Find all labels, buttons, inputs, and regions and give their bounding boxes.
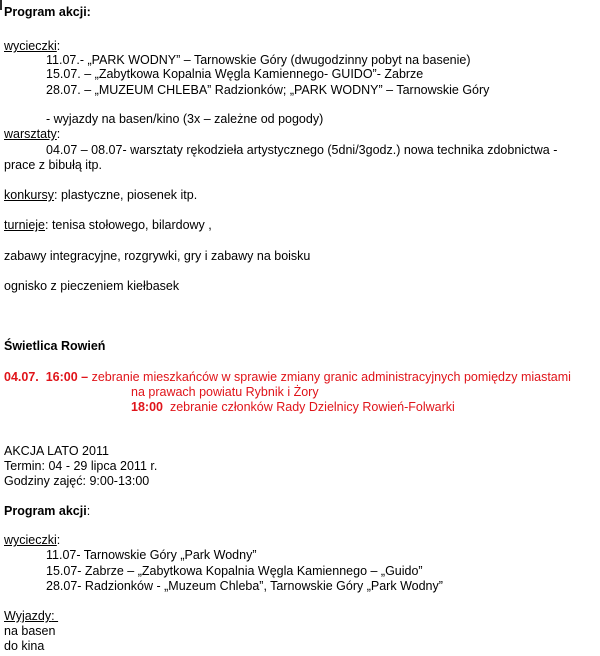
akcja-godziny: Godziny zajęć: 9:00-13:00 bbox=[4, 474, 150, 488]
zabawy-line: zabawy integracyjne, rozgrywki, gry i zabawy na boisku bbox=[4, 249, 311, 263]
section-2-title-line bbox=[4, 504, 90, 519]
event-date: 04.07. bbox=[4, 370, 39, 384]
event-line-2 bbox=[131, 400, 455, 415]
swietlica-title: Świetlica Rowień bbox=[4, 339, 106, 353]
wycieczki-heading-2: wycieczki: bbox=[4, 533, 61, 547]
trip-item: 15.07. – „Zabytkowa Kopalnia Węgla Kamiennego- GUIDO”- Zabrze bbox=[46, 67, 424, 81]
wycieczki-label: wycieczki bbox=[4, 39, 57, 53]
turnieje-text: : tenisa stołowego, bilardowy , bbox=[45, 218, 212, 232]
trip-item: 28.07. – „MUZEUM CHLEBA” Radzionków; „PARK WODNY” – Tarnowskie Góry bbox=[46, 83, 490, 97]
konkursy-text: : plastyczne, piosenek itp. bbox=[54, 188, 198, 202]
event-1-text: zebranie mieszkańców w sprawie zmiany granic administracyjnych pomiędzy miastami bbox=[91, 370, 571, 384]
ognisko-line: ognisko z pieczeniem kiełbasek bbox=[4, 279, 180, 293]
konkursy-label: konkursy bbox=[4, 188, 55, 202]
event-2-text: zebranie członków Rady Dzielnicy Rowień-Folwarki bbox=[169, 400, 455, 414]
left-edge-mark-top bbox=[0, 0, 2, 10]
trip-item: 15.07- Zabrze – „Zabytkowa Kopalnia Węgla Kamiennego – „Guido” bbox=[46, 564, 423, 578]
wycieczki-heading: wycieczki: bbox=[4, 39, 61, 53]
event-1-text-continued: na prawach powiatu Rybnik i Żory bbox=[131, 385, 319, 399]
turnieje-line bbox=[4, 218, 212, 233]
akcja-title: AKCJA LATO 2011 bbox=[4, 444, 109, 458]
wyjazdy-note: - wyjazdy na basen/kino (3x – zależne od pogody) bbox=[46, 112, 324, 126]
section-title: Program akcji: bbox=[4, 5, 91, 19]
section-2-title: Program akcji bbox=[4, 504, 87, 518]
trip-item: 28.07- Radzionków - „Muzeum Chleba”, Tarnowskie Góry „Park Wodny” bbox=[46, 579, 443, 593]
warsztaty-text-continued: prace z bibułą itp. bbox=[4, 158, 102, 172]
akcja-termin: Termin: 04 - 29 lipca 2011 r. bbox=[4, 459, 158, 473]
event-line-1 bbox=[4, 370, 571, 385]
trip-item: 11.07.- „PARK WODNY” – Tarnowskie Góry (dwugodzinny pobyt na basenie) bbox=[46, 53, 471, 67]
warsztaty-text: 04.07 – 08.07- warsztaty rękodzieła artystycznego (5dni/3godz.) nowa technika zdobnictwa - bbox=[46, 143, 558, 157]
wyjazdy-item: na basen bbox=[4, 624, 56, 638]
wycieczki-label-2: wycieczki bbox=[4, 533, 57, 547]
warsztaty-label: warsztaty bbox=[4, 127, 57, 141]
section-2-title-colon: : bbox=[86, 504, 91, 518]
wyjazdy-label: Wyjazdy bbox=[4, 609, 52, 623]
trip-item: 11.07- Tarnowskie Góry „Park Wodny” bbox=[46, 548, 257, 562]
warsztaty-heading: warsztaty: bbox=[4, 127, 61, 141]
konkursy-line bbox=[4, 188, 197, 203]
event-time-1: 16:00 – bbox=[45, 370, 89, 384]
turnieje-label: turnieje bbox=[4, 218, 45, 232]
event-time-2: 18:00 bbox=[131, 400, 163, 414]
wyjazdy-heading: Wyjazdy: bbox=[4, 609, 59, 623]
wyjazdy-item: do kina bbox=[4, 639, 45, 653]
